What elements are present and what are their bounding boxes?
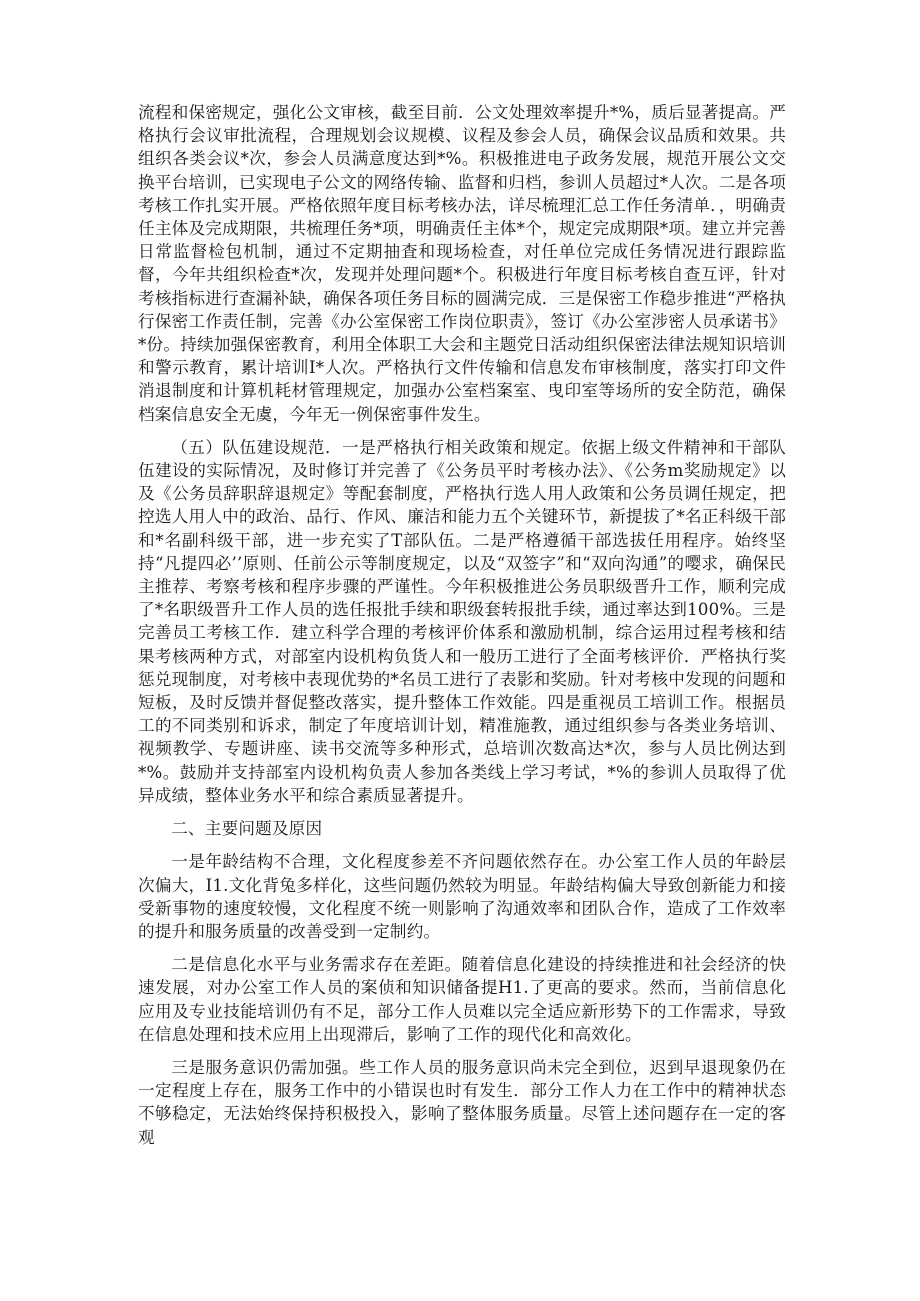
- section-heading-main-problems: 二、主要问题及原因: [171, 819, 323, 839]
- paragraph-problem-service-awareness: 三是服务意识仍需加强。些工作人员的服务意识尚未完全到位，迟到早退现象仍在一定程度上存在，服务工作中的小错误也时有发生．部分工作人力在工作中的精神状态不够稳定，无法始终保持积极投入，影响了整体服务质量。尽管上述问题存在一定的客观: [138, 1057, 786, 1147]
- document-page: [138, 101, 786, 1159]
- paragraph-problem-informatization: 二是信息化水平与业务需求存在差距。随着信息化建设的持续推进和社会经济的快速发展，对办公室工作人员的案侦和知识储备提H1.了更高的要求。然而，当前信息化应用及专业技能培训仍有不足，部分工作人员难以完全适应新形势下的工作需求，导致在信息处理和技术应用上出现滞后，影响了工作的现代化和高效化。: [138, 955, 786, 1044]
- paragraph-problem-age-structure: 一是年龄结构不合理，文化程度参差不齐问题依然存在。办公室工作人员的年龄层次偏大，I1.文化背兔多样化，这些问题仍然较为明显。年龄结构偏大导致创新能力和接受新事物的速度较慢，文化程度不统一则影响了沟通效率和团队合作，造成了工作效率的提升和服务质量的改善受到一定制约。: [138, 852, 786, 941]
- paragraph-team-building: （五）队伍建设规范．一是严格执行相关政策和规定。依据上级文件精神和干部队伍建设的实际情况，及时修订并完善了《公务员平时考核办法》、《公务m奖励规定》以及《公务员辞职辞退规定》等配套制度，严格执行选人用人政策和公务员调任规定，把控选人用人中的政治、品行、作风、廉洁和能力五个关键环节，新提拔了*名正科级干部和*名副科级干部，进一步充实了T部队伍。二是严格遵循干部选拔任用程序。始终坚持“凡提四必’’原则、任前公示等制度规定，以及“双签字”和“双向沟通”的嘤求，确保民主推荐、考察考核和程序步骤的严谨性。今年积极推进公务员职级晋升工作，顺利完成了*名职级晋升工作人员的选任报批手续和职级套转报批手续，通过率达到100%。三是完善员工考核工作．建立科学合理的考核评价体系和激励机制，综合运用过程考核和结果考核两种方式，对部室内设机构负货人和一般历工进行了全面考核评价．严格执行奖惩兑现制度，对考核中表现优势的*名员工进行了表影和奖励。针对考核中发现的问题和短板，及时反馈并督促整改落实，提升整体工作效能。四是重视员工培训工作。根据员工的不同类别和诉求，制定了年度培训计划，精准施教，通过组织参与各类业务培训、视频教学、专题讲座、读书交流等多种形式，总培训次数高达*次，参与人员比例达到*%。鼓励并支持部室内设机构负责人参加各类线上学习考试，*%的参训人员取得了优异成绩，整体业务水平和综合素质显著提升。: [138, 437, 786, 805]
- paragraph-work-summary-continued: 流程和保密规定，强化公文审核，截至目前．公文处理效率提升*%，质后显著提高。严格执行会议审批流程，合理规划会议规模、议程及参会人员，确保会议品质和效果。共组织各类会议*次，参会人员满意度达到*%。积极推进电子政务发展，规范开展公文交换平台培训，已实现电子公文的网络传输、监督和归档，参训人员超过*人次。二是各项考核工作扎实开展。严格依照年度目标考核办法，详尽梳理汇总工作任务清单．，明确责任主体及完成期限，共梳理任务*项，明确责任主体*个，规定完成期限*项。建立并完善日常监督检包机制，通过不定期抽査和现场检查，对任单位完成任务情况进行跟踪监督，今年共组织检查*次，发现并处理问题*个。积极进行年度目标考核自查互评，针对考核指标进行查漏补缺，确保各项任务目标的圆满完成．三是保密工作稳步推进“严格执行保密工作责任制，完善《办公室保密工作岗位职责》，签订《办公室涉密人员承诺书》*份。持续加强保密教育，利用全体职工大会和主题党日活动组织保密法律法规知识培训和警示教育，累计培训I*人次。严格执行文件传输和信息发布审核制度，落实打印文件消退制度和计算机耗材管理规定，加强办公室档案室、曳印室等场所的安全防范，确保档案信息安全无虞，今年无一例保密事件发生。: [138, 103, 786, 424]
